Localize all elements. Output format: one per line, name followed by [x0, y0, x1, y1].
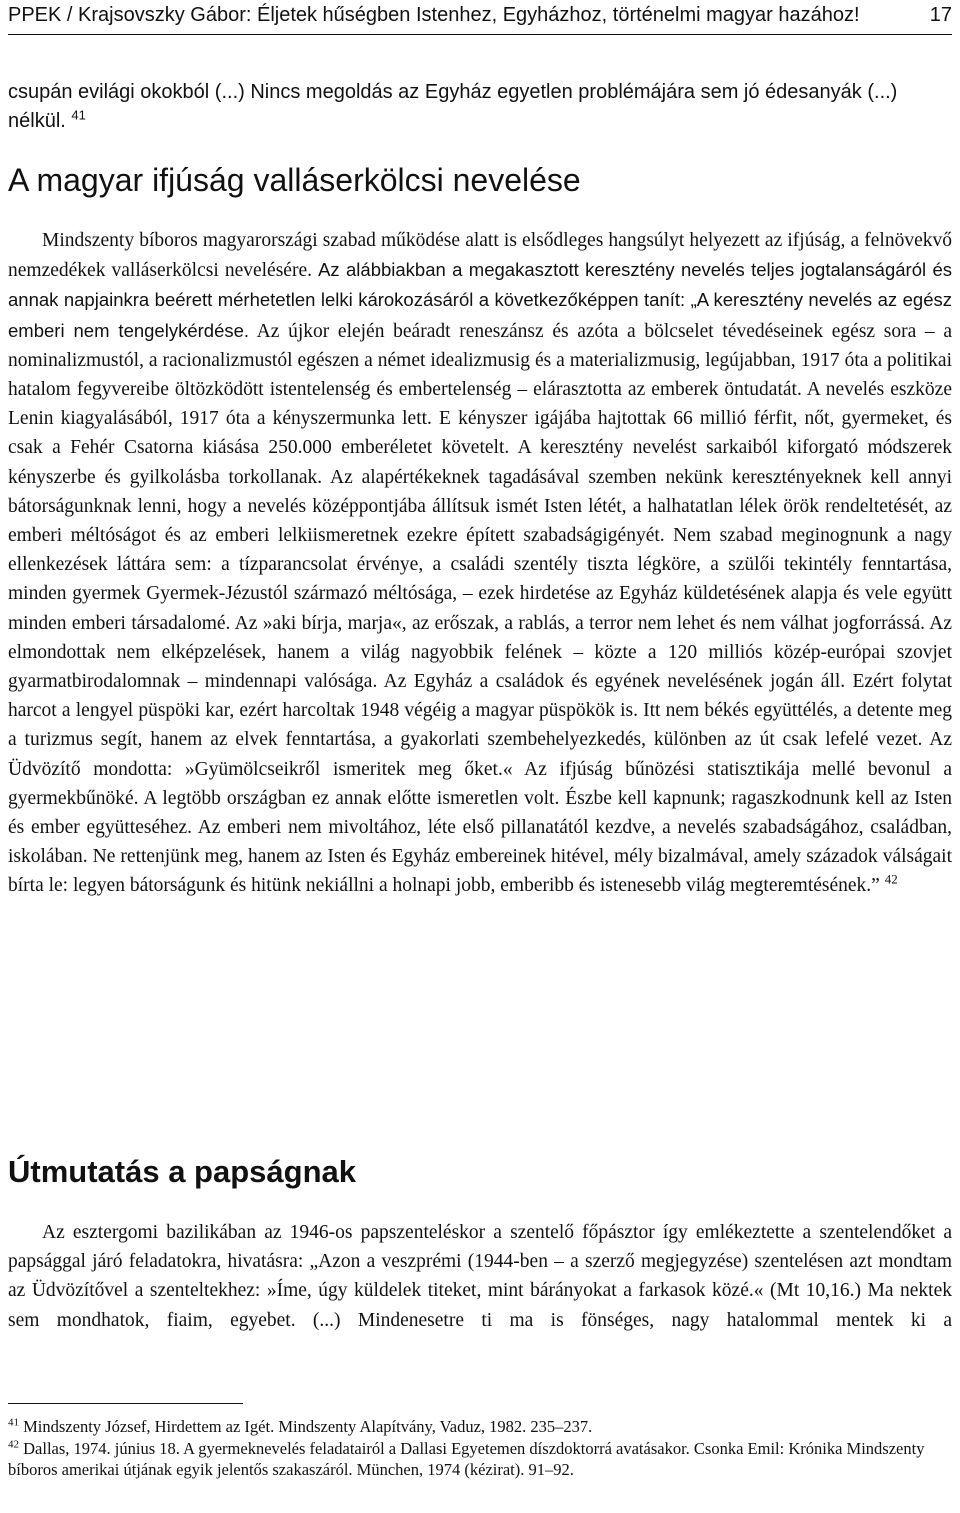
section1-intro: Mindszenty bíboros magyarországi szabad működése alatt is elsődleges hangsúlyt helyezett az ifjúság, a felnövekvő nemzedékek valláserkölcsi nevelésére.	[8, 230, 952, 282]
footnote-text: Mindszenty József, Hirdettem az Igét. Mindszenty Alapítvány, Vaduz, 1982. 235–237.	[23, 1417, 593, 1436]
header-title: PPEK / Krajsovszky Gábor: Éljetek hűségben Istenhez, Egyházhoz, történelmi magyar hazához!	[8, 4, 860, 26]
lead-text: csupán evilági okokból (...) Nincs megoldás az Egyház egyetlen problémájára sem jó édesanyák (...) nélkül.	[8, 81, 898, 132]
section2-paragraph: Az esztergomi bazilikában az 1946-os papszenteléskor a szentelő főpásztor így emlékeztette a szentelendőket a papsággal járó feladatokra, hivatásra: „Azon a veszprémi (1944-ben – a szerző megjegyzése) szentelésen azt mondtam az Üdvözítővel a szenteltekhez: »Íme, úgy küldelek titeket, mint bárányokat a farkasok közé.« (Mt 10,16.) Ma nektek sem mondhatok, fiaim, egyebet. (...) Mindenesetre ti ma is fönséges, nagy hatalommal mentek ki a	[8, 1222, 952, 1331]
footnote-41	[8, 1416, 952, 1438]
header-divider	[8, 34, 952, 35]
section1-paragraph	[8, 226, 952, 901]
section-title-youth-education: A magyar ifjúság valláserkölcsi nevelése	[8, 162, 581, 198]
footnote-ref-41: 41	[71, 107, 86, 123]
footnote-number: 42	[8, 1438, 19, 1450]
footnote-number: 41	[8, 1416, 19, 1429]
footnote-ref-42: 42	[884, 871, 898, 887]
section1-quote-start: Az alábbiakban a megakasztott keresztény nevelés teljes jogtalanságáról és annak napjainkra beérett mérhetetlen lelki károkozásáról a következőképpen tanít: „A keresztény nevelés az egész emberi nem tengelykérdése.	[8, 259, 953, 341]
footnote-divider	[8, 1403, 243, 1404]
section-title-guidance-priesthood: Útmutatás a papságnak	[8, 1154, 356, 1189]
section1-continuation: Az újkor elején beáradt reneszánsz és azóta a bölcselet tévedéseinek egész sora – a nominalizmustól, a racionalizmustól egészen a német idealizmusig és a materializmusig, legújabban, 1917 óta a politikai hatalom fegyvereibe öltözködött istentelenség és embertelenség – elárasztotta az emberek öntudatát. A nevelés eszköze Lenin kiagyalásából, 1917 óta a kényszermunka lett. E kényszer igájába hajtottak 66 millió férfit, nőt, gyermeket, és csak a Fehér Csatorna kiásása 250.000 emberéletet követelt. A keresztény nevelést sarkaiból kiforgató módszerek kényszerbe és gyilkolásba torkollanak. Az alapértékeknek tagadásával szemben nekünk keresztényeknek kell annyi bátorságunknak lenni, hogy a nevelés középpontjába állítsuk ismét Isten létét, a halhatatlan lélek örök rendeltetését, az emberi méltóságot és az emberi lelkiismeretnek ezekre épített szabadságigényét. Nem szabad meginognunk a nagy ellenkezések láttára sem: a tízparancsolat érvénye, a családi szentély tiszta légköre, a szülői tekintély fenntartása, minden gyermek Gyermek-Jézustól származó méltósága, – ezek hirdetése az Egyház küldetésének alapja és vele együtt minden emberi társadalomé. Az »aki bírja, marja«, az erőszak, a rablás, a terror nem lehet és nem válhat jogforrássá. Az elmondottak nem elképzelések, hanem a világ nagyobbik felének – közte a 120 milliós közép-európai szovjet gyarmatbirodalomnak – mindennapi valósága. Az Egyház a családok és egyének nevelésének jogán áll. Ezért folytat harcot a lengyel püspöki kar, ezért harcoltak 1948 végéig a magyar püspökök is. Itt nem békés együttélés, a detente meg a turizmus segít, hanem az elvek fenntartása, a gyakorlati szembehelyezkedés, különben az út csak lefelé vezet. Az Üdvözítő mondotta: »Gyümölcseikről ismeritek meg őket.« Az ifjúság bűnözési statisztikája mellé bevonul a gyermekbűnöké. A legtöbb országban ez annak előtte ismeretlen volt. Észbe kell kapnunk; ragaszkodnunk kell az Isten és ember együtteséhez. Az emberi nem mivoltához, léte első pillanatától kezdve, a nevelés szabadságához, családban, iskolában. Ne rettenjünk meg, hanem az Isten és Egyház embereinek hitével, mély bizalmával, amely századok válságait bírta le: legyen bátorságunk és hitünk nekiállni a holnapi jobb, emberibb és istenesebb világ megteremtésének.”	[8, 320, 952, 897]
footnote-42	[8, 1438, 952, 1481]
page-number: 17	[929, 4, 952, 26]
lead-paragraph	[8, 78, 952, 136]
footnotes	[8, 1416, 952, 1481]
footnote-text: Dallas, 1974. június 18. A gyermeknevelés feladatairól a Dallasi Egyetemen díszdoktorrá avatásakor. Csonka Emil: Krónika Mindszenty bíboros amerikai útjának egyik jelentős szakaszáról. München, 1974 (kézirat). 91–92.	[8, 1438, 925, 1479]
